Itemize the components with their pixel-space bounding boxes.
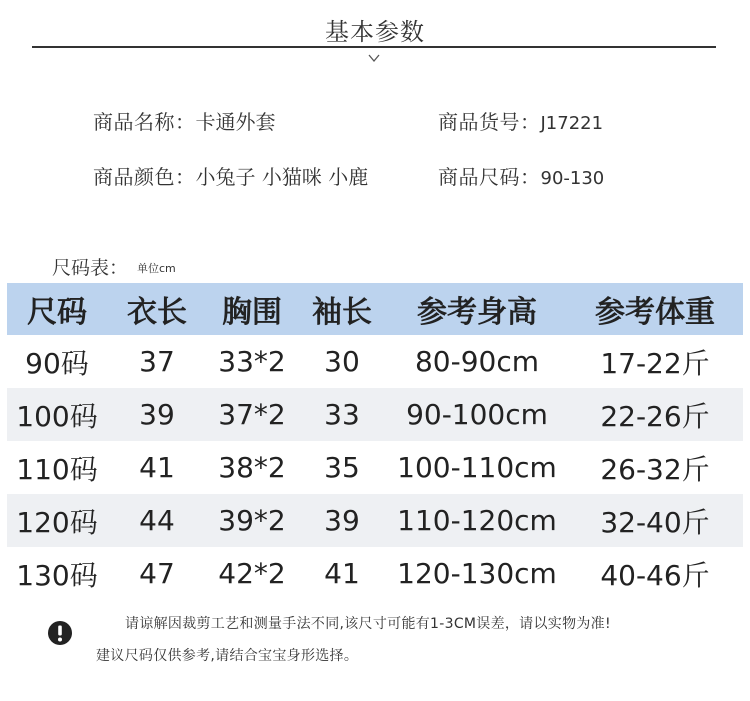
- table-cell: 26-32斤: [600, 452, 710, 486]
- notice-line-1: 请谅解因裁剪工艺和测量手法不同,该尺寸可能有1-3CM误差，请以实物为准!: [125, 616, 611, 632]
- table-header-cell: 参考身高: [387, 283, 567, 335]
- product-code-label: 商品货号：: [438, 110, 541, 134]
- table-row: [7, 388, 743, 441]
- table-row: [7, 335, 743, 388]
- table-cell: 37: [139, 345, 175, 378]
- title-divider: [32, 46, 716, 48]
- product-size: [438, 161, 604, 190]
- size-chart-unit: 单位cm: [137, 262, 176, 275]
- table-header-cell: 袖长: [297, 283, 387, 335]
- table-cell: 130码: [16, 558, 98, 592]
- table-cell: 17-22斤: [600, 346, 710, 380]
- table-header-cell: 参考体重: [567, 283, 743, 335]
- table-cell: 90码: [25, 346, 89, 380]
- table-row: [7, 441, 743, 494]
- table-cell: 100码: [7, 388, 107, 441]
- table-cell: 44: [107, 494, 207, 547]
- table-cell: 120-130cm: [397, 557, 557, 590]
- table-cell: 39: [107, 388, 207, 441]
- table-cell: 100-110cm: [397, 451, 557, 484]
- chevron-down-icon: [367, 52, 381, 64]
- table-cell: 32-40斤: [567, 494, 743, 547]
- table-cell: 41: [139, 451, 175, 484]
- table-cell: 47: [139, 557, 175, 590]
- table-cell: 80-90cm: [414, 345, 540, 378]
- product-code: [438, 106, 603, 135]
- table-cell: 35: [324, 451, 360, 484]
- table-cell: 110码: [16, 452, 98, 486]
- exclamation-icon: [47, 620, 73, 646]
- product-size-label: 商品尺码：: [438, 165, 541, 189]
- product-size-value: 90-130: [540, 168, 605, 189]
- product-name-value: 卡通外套: [195, 110, 276, 134]
- table-row: [7, 547, 743, 600]
- section-title: 基本参数: [325, 18, 425, 46]
- table-header-cell: 衣长: [107, 283, 207, 335]
- table-cell: 22-26斤: [567, 388, 743, 441]
- table-cell: 38*2: [218, 451, 286, 484]
- table-cell: 41: [324, 557, 360, 590]
- table-cell: 33*2: [218, 345, 286, 378]
- table-cell: 30: [324, 345, 360, 378]
- table-header-row: [7, 283, 743, 335]
- table-header-cell: 尺码: [7, 283, 107, 335]
- table-cell: 33: [297, 388, 387, 441]
- table-cell: 40-46斤: [600, 558, 710, 592]
- size-table: [7, 283, 743, 600]
- notice-line-2: 建议尺码仅供参考,请结合宝宝身形选择。: [96, 648, 359, 664]
- table-header-cell: 胸围: [207, 283, 297, 335]
- table-cell: 42*2: [218, 557, 286, 590]
- size-chart-label: 尺码表：: [52, 257, 129, 279]
- product-code-value: J17221: [540, 113, 604, 134]
- table-cell: 110-120cm: [387, 494, 567, 547]
- table-cell: 39*2: [207, 494, 297, 547]
- product-color-label: 商品颜色：: [93, 165, 196, 189]
- table-cell: 90-100cm: [387, 388, 567, 441]
- product-color-value: 小兔子 小猫咪 小鹿: [195, 165, 369, 189]
- table-cell: 37*2: [207, 388, 297, 441]
- table-row: [7, 494, 743, 547]
- table-cell: 39: [297, 494, 387, 547]
- product-color: [93, 161, 368, 190]
- table-cell: 120码: [7, 494, 107, 547]
- product-name: [93, 106, 276, 135]
- product-name-label: 商品名称：: [93, 110, 196, 134]
